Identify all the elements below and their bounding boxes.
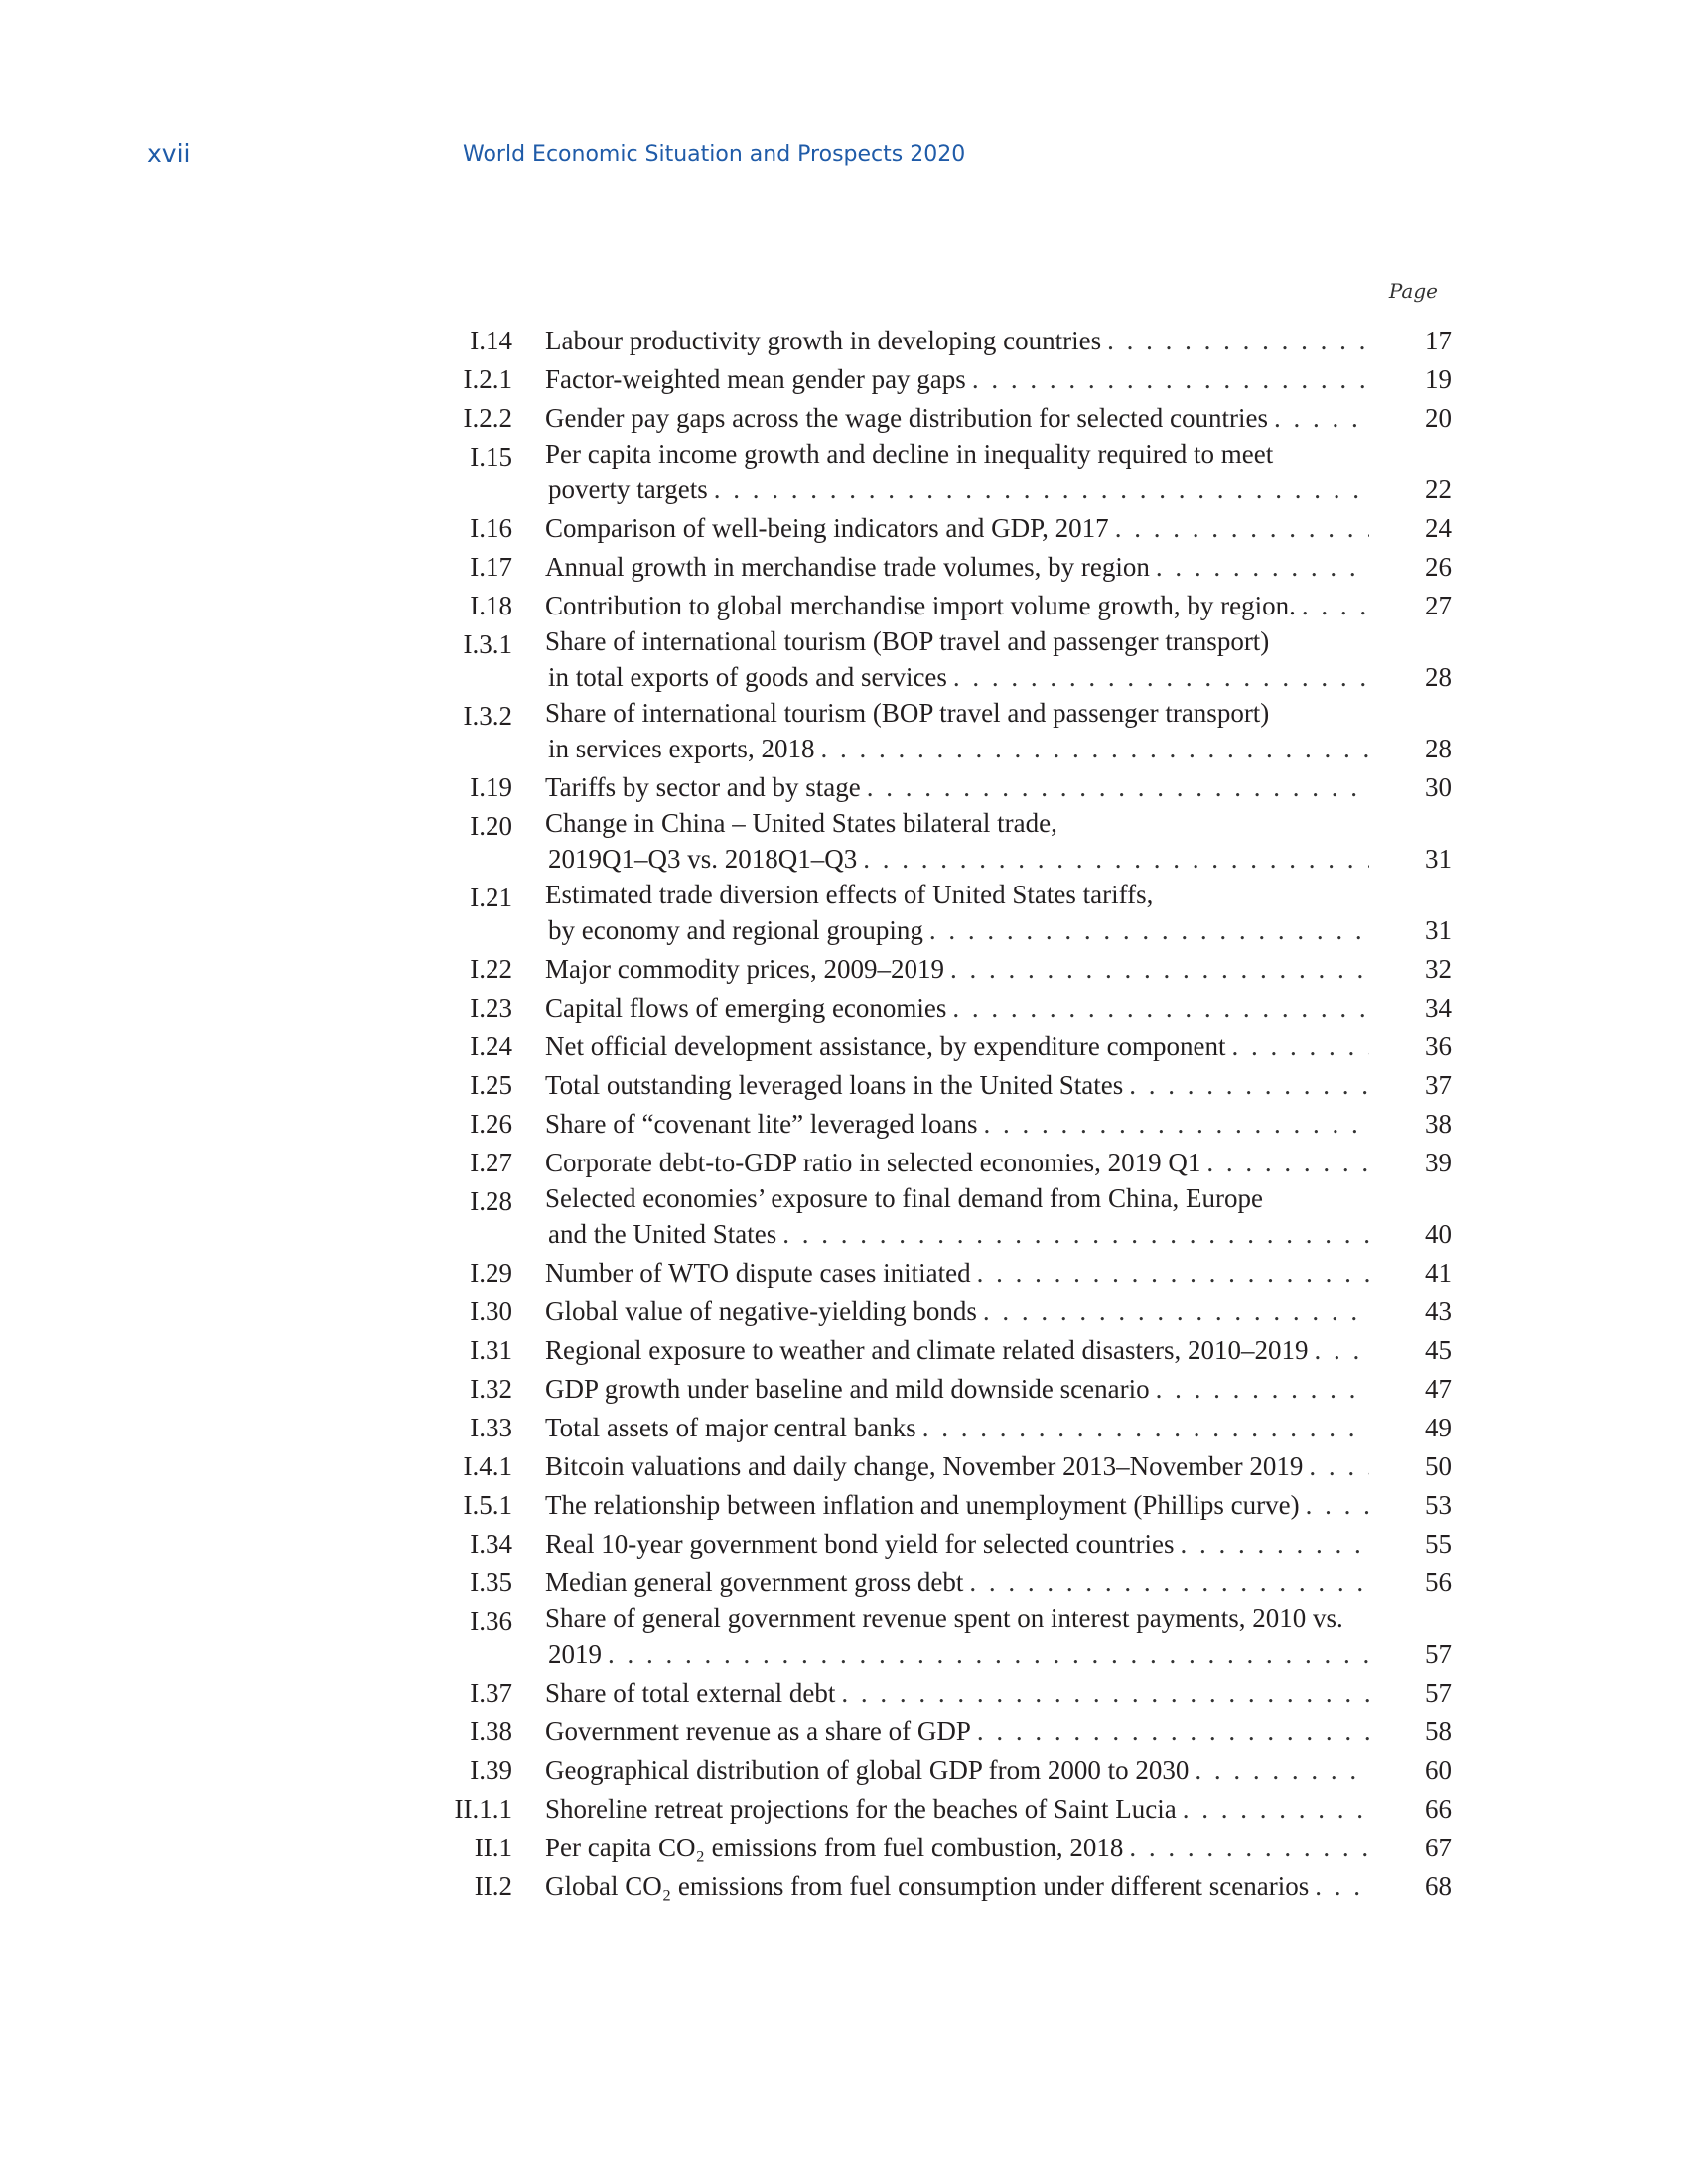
toc-entry[interactable] [419,1027,1452,1066]
figure-number: I.18 [470,591,512,620]
figure-number: I.14 [470,326,512,355]
figure-title-line: Global value of negative-yielding bonds [545,1297,977,1326]
figure-title-line: Comparison of well-being indicators and GDP, 2017 [545,513,1109,543]
page-reference[interactable]: 50 [1425,1451,1452,1481]
dot-leader [966,360,1369,399]
page-reference[interactable]: 24 [1425,513,1452,543]
figure-number: I.33 [470,1413,512,1442]
dot-leader [977,1293,1369,1331]
figure-title-line: Per capita CO₂ emissions from fuel combustion, 2018 [545,1833,1124,1862]
figure-title-line: Net official development assistance, by expenditure component [545,1031,1226,1061]
figure-title [545,438,1369,509]
page-reference[interactable]: 58 [1425,1716,1452,1746]
toc-entry[interactable] [419,1829,1452,1867]
toc-entry[interactable] [419,1486,1452,1525]
figure-number: I.37 [470,1678,512,1707]
figure-title-line: in total exports of goods and services [548,662,947,692]
toc-entry[interactable] [419,1370,1452,1409]
toc-entry[interactable] [419,1066,1452,1105]
dot-leader [944,950,1369,989]
figure-title [545,1867,1369,1906]
toc-entry[interactable] [419,1712,1452,1751]
toc-entry[interactable] [419,1409,1452,1447]
dot-leader [971,1712,1369,1751]
page-reference[interactable]: 45 [1425,1335,1452,1365]
figure-number: I.38 [470,1716,512,1746]
figure-number: I.3.1 [463,629,512,659]
figure-title-line: Major commodity prices, 2009–2019 [545,954,944,984]
figure-number: I.4.1 [463,1451,512,1481]
page-reference[interactable]: 43 [1425,1297,1452,1326]
figure-number: I.2.2 [463,403,512,433]
figure-title-line: 2019 [548,1639,602,1669]
page-reference[interactable]: 34 [1425,993,1452,1023]
dot-leader [602,1635,1369,1674]
figure-title-line: by economy and regional grouping [548,915,923,945]
page-reference[interactable]: 20 [1425,403,1452,433]
toc-entry[interactable] [419,1293,1452,1331]
figure-title [545,1486,1369,1525]
figure-number: I.21 [470,883,512,912]
dot-leader [1309,1867,1369,1906]
dot-leader [1101,322,1369,360]
figure-title [545,1144,1369,1182]
figure-number: II.1.1 [454,1794,512,1824]
figure-title-line: Number of WTO dispute cases initiated [545,1258,971,1288]
dot-leader [1200,1144,1369,1182]
figure-title [545,1602,1369,1674]
page-reference[interactable]: 38 [1425,1109,1452,1139]
figure-number: I.15 [470,442,512,472]
page-reference[interactable]: 28 [1425,734,1452,763]
page-reference[interactable]: 57 [1425,1678,1452,1707]
figure-title [545,1066,1369,1105]
figure-title-line: in services exports, 2018 [548,734,815,763]
figure-number: I.20 [470,811,512,841]
dot-leader [1268,399,1369,438]
dot-leader [1226,1027,1369,1066]
figure-number: I.34 [470,1529,512,1559]
figure-number: I.17 [470,552,512,582]
dot-leader [946,989,1369,1027]
toc-entry[interactable] [419,950,1452,989]
figure-title [545,399,1369,438]
figure-title-line: Corporate debt-to-GDP ratio in selected economies, 2019 Q1 [545,1148,1201,1177]
page-reference[interactable]: 19 [1425,364,1452,394]
figure-title-line: Government revenue as a share of GDP [545,1716,971,1746]
figure-number: I.2.1 [463,364,512,394]
figure-title-line: Per capita income growth and decline in inequality required to meet [545,439,1274,469]
figure-number: I.26 [470,1109,512,1139]
figure-title-line: Share of international tourism (BOP travel and passenger transport) [545,626,1270,656]
page-reference[interactable]: 22 [1425,475,1452,504]
figure-number: I.27 [470,1148,512,1177]
figure-title [545,1027,1369,1066]
figure-title-line: Geographical distribution of global GDP from 2000 to 2030 [545,1755,1190,1785]
figure-number: I.25 [470,1070,512,1100]
toc-entry[interactable] [419,768,1452,807]
dot-leader [1175,1525,1369,1564]
dot-leader [1189,1751,1369,1790]
figure-number: I.24 [470,1031,512,1061]
figure-title-line: Estimated trade diversion effects of United States tariffs, [545,880,1154,909]
toc-entry[interactable] [419,1602,1452,1674]
page-reference[interactable]: 17 [1425,326,1452,355]
figure-title [545,697,1369,768]
toc-entry[interactable] [419,399,1452,438]
figure-title-line: 2019Q1–Q3 vs. 2018Q1–Q3 [548,844,858,874]
figure-title-line: Selected economies’ exposure to final demand from China, Europe [545,1183,1264,1213]
page-reference[interactable]: 41 [1425,1258,1452,1288]
list-of-figures [419,322,1452,1906]
figure-title-line: Shoreline retreat projections for the beaches of Saint Lucia [545,1794,1177,1824]
dot-leader [1150,548,1369,587]
page-column-label: Page [1388,279,1438,303]
page-reference[interactable]: 57 [1425,1639,1452,1669]
dot-leader [1309,1331,1369,1370]
dot-leader [1150,1370,1369,1409]
page-reference[interactable]: 40 [1425,1219,1452,1249]
figure-title-line: Share of “covenant lite” leveraged loans [545,1109,978,1139]
figure-title [545,1674,1369,1712]
figure-number: I.3.2 [463,701,512,731]
page-reference[interactable]: 68 [1425,1871,1452,1901]
figure-number: I.19 [470,772,512,802]
page-reference[interactable]: 31 [1425,844,1452,874]
figure-number: I.39 [470,1755,512,1785]
toc-entry[interactable] [419,697,1452,768]
page-reference[interactable]: 60 [1425,1755,1452,1785]
figure-title [545,1409,1369,1447]
figure-title-line: Median general government gross debt [545,1568,964,1597]
figure-title-line: GDP growth under baseline and mild downside scenario [545,1374,1150,1404]
figure-title-line: Global CO₂ emissions from fuel consumption under different scenarios [545,1871,1310,1901]
figure-title [545,1182,1369,1254]
figure-title [545,625,1369,697]
figure-title-line: Total assets of major central banks [545,1413,916,1442]
dot-leader [971,1254,1369,1293]
toc-entry[interactable] [419,989,1452,1027]
page-reference[interactable]: 30 [1425,772,1452,802]
figure-title-line: Capital flows of emerging economies [545,993,947,1023]
dot-leader [1300,1486,1369,1525]
figure-title [545,1751,1369,1790]
page-number: xvii [147,139,191,168]
dot-leader [916,1409,1369,1447]
page-reference[interactable]: 31 [1425,915,1452,945]
figure-title-line: Share of general government revenue spent on interest payments, 2010 vs. [545,1603,1343,1633]
figure-title-line: Bitcoin valuations and daily change, November 2013–November 2019 [545,1451,1304,1481]
toc-entry[interactable] [419,360,1452,399]
figure-title [545,1564,1369,1602]
page-reference[interactable]: 53 [1425,1490,1452,1520]
figure-title [545,1447,1369,1486]
figure-title-line: and the United States [548,1219,777,1249]
figure-title [545,807,1369,879]
toc-entry[interactable] [419,1105,1452,1144]
dot-leader [857,840,1369,879]
figure-title [545,509,1369,548]
figure-title [545,879,1369,950]
figure-title [545,1829,1369,1867]
figure-title [545,1525,1369,1564]
toc-entry[interactable] [419,1525,1452,1564]
figure-number: I.30 [470,1297,512,1326]
publication-title: World Economic Situation and Prospects 2020 [463,142,966,167]
figure-title-line: Annual growth in merchandise trade volumes, by region [545,552,1150,582]
figure-title [545,587,1369,625]
figure-title-line: Regional exposure to weather and climate related disasters, 2010–2019 [545,1335,1309,1365]
toc-entry[interactable] [419,438,1452,509]
page-reference[interactable]: 55 [1425,1529,1452,1559]
toc-entry[interactable] [419,1182,1452,1254]
figure-title [545,322,1369,360]
figure-title-line: Labour productivity growth in developing countries [545,326,1102,355]
figure-number: I.23 [470,993,512,1023]
figure-title [545,1712,1369,1751]
page-reference[interactable]: 66 [1425,1794,1452,1824]
figure-title-line: poverty targets [548,475,708,504]
page-reference[interactable]: 37 [1425,1070,1452,1100]
dot-leader [861,768,1369,807]
figure-title-line: The relationship between inflation and unemployment (Phillips curve) [545,1490,1300,1520]
dot-leader [1177,1790,1369,1829]
toc-entry[interactable] [419,1790,1452,1829]
figure-title [545,1105,1369,1144]
toc-entry[interactable] [419,879,1452,950]
figure-title [545,1331,1369,1370]
figure-title-line: Contribution to global merchandise import volume growth, by region. [545,591,1296,620]
page-reference[interactable]: 39 [1425,1148,1452,1177]
page-reference[interactable]: 26 [1425,552,1452,582]
figure-title-line: Total outstanding leveraged loans in the United States [545,1070,1124,1100]
figure-title [545,989,1369,1027]
toc-entry[interactable] [419,1564,1452,1602]
dot-leader [978,1105,1369,1144]
dot-leader [923,911,1369,950]
figure-number: II.1 [474,1833,512,1862]
figure-number: I.5.1 [463,1490,512,1520]
page-reference[interactable]: 67 [1425,1833,1452,1862]
toc-entry[interactable] [419,1144,1452,1182]
dot-leader [776,1215,1369,1254]
page-reference[interactable]: 28 [1425,662,1452,692]
toc-entry[interactable] [419,1751,1452,1790]
figure-number: I.16 [470,513,512,543]
dot-leader [1109,509,1369,548]
figure-title [545,768,1369,807]
toc-entry[interactable] [419,1331,1452,1370]
page-reference[interactable]: 32 [1425,954,1452,984]
dot-leader [1123,1066,1369,1105]
figure-title-line: Gender pay gaps across the wage distribution for selected countries [545,403,1269,433]
figure-title [545,1254,1369,1293]
page-reference[interactable]: 49 [1425,1413,1452,1442]
toc-entry[interactable] [419,625,1452,697]
toc-entry[interactable] [419,807,1452,879]
figure-title [545,360,1369,399]
toc-entry[interactable] [419,1254,1452,1293]
figure-number: II.2 [474,1871,512,1901]
figure-number: I.29 [470,1258,512,1288]
toc-entry[interactable] [419,1674,1452,1712]
toc-entry[interactable] [419,1867,1452,1906]
figure-title [545,548,1369,587]
toc-entry[interactable] [419,322,1452,360]
figure-title [545,1790,1369,1829]
dot-leader [963,1564,1369,1602]
figure-title-line: Change in China – United States bilateral trade, [545,808,1057,838]
toc-entry[interactable] [419,587,1452,625]
page-reference[interactable]: 27 [1425,591,1452,620]
figure-number: I.28 [470,1186,512,1216]
figure-number: I.22 [470,954,512,984]
page-reference[interactable]: 56 [1425,1568,1452,1597]
figure-title [545,950,1369,989]
figure-title-line: Tariffs by sector and by stage [545,772,861,802]
toc-entry[interactable] [419,548,1452,587]
figure-title-line: Share of international tourism (BOP travel and passenger transport) [545,698,1270,728]
running-header [0,139,1688,179]
dot-leader [1123,1829,1369,1867]
figure-title-line: Factor-weighted mean gender pay gaps [545,364,966,394]
dot-leader [708,471,1369,509]
figure-number: I.32 [470,1374,512,1404]
toc-entry[interactable] [419,509,1452,548]
figure-title-line: Share of total external debt [545,1678,836,1707]
dot-leader [947,658,1369,697]
figure-number: I.36 [470,1606,512,1636]
dot-leader [1303,1447,1369,1486]
page-reference[interactable]: 47 [1425,1374,1452,1404]
page-reference[interactable]: 36 [1425,1031,1452,1061]
figure-number: I.35 [470,1568,512,1597]
figure-title [545,1370,1369,1409]
figure-title-line: Real 10-year government bond yield for selected countries [545,1529,1175,1559]
toc-entry[interactable] [419,1447,1452,1486]
figure-number: I.31 [470,1335,512,1365]
figure-title [545,1293,1369,1331]
dot-leader [835,1674,1369,1712]
dot-leader [814,730,1369,768]
dot-leader [1296,587,1369,625]
